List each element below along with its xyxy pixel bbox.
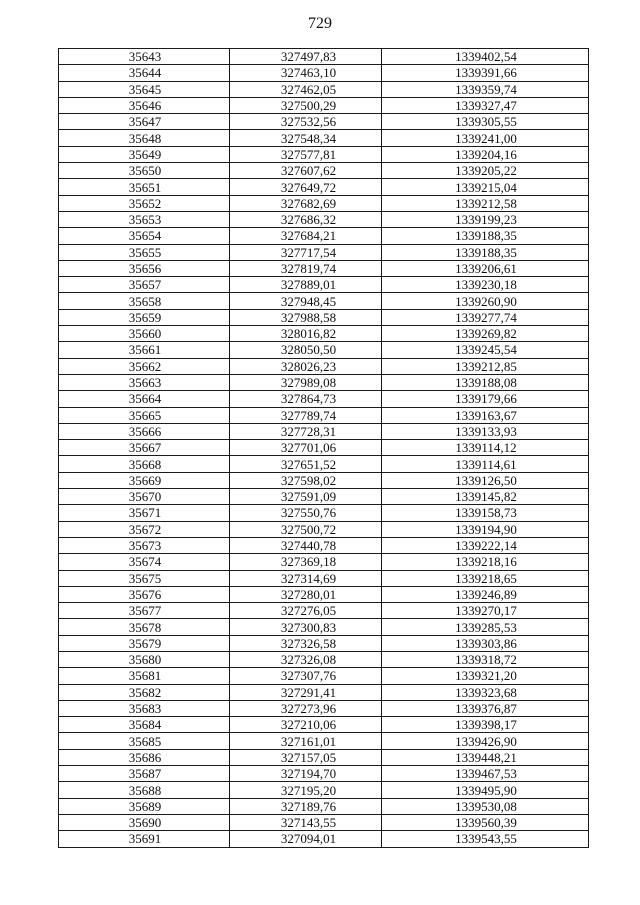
point-number-cell: 35649 [59,146,230,162]
table-row [59,326,589,342]
x-coordinate-cell: 327094,01 [230,831,382,847]
point-number-cell: 35691 [59,831,230,847]
table-row [59,81,589,97]
coordinates-table-container [58,48,588,848]
y-coordinate-cell: 1339199,23 [382,211,589,227]
y-coordinate-cell: 1339260,90 [382,293,589,309]
x-coordinate-cell: 327314,69 [230,570,382,586]
x-coordinate-cell: 327598,02 [230,472,382,488]
x-coordinate-cell: 327789,74 [230,407,382,423]
point-number-cell: 35685 [59,733,230,749]
y-coordinate-cell: 1339126,50 [382,472,589,488]
table-row [59,717,589,733]
table-row [59,391,589,407]
x-coordinate-cell: 327591,09 [230,489,382,505]
point-number-cell: 35654 [59,228,230,244]
table-row [59,489,589,505]
y-coordinate-cell: 1339327,47 [382,97,589,113]
point-number-cell: 35653 [59,211,230,227]
table-row [59,505,589,521]
y-coordinate-cell: 1339448,21 [382,749,589,765]
x-coordinate-cell: 327717,54 [230,244,382,260]
table-row [59,211,589,227]
table-row [59,521,589,537]
point-number-cell: 35678 [59,619,230,635]
x-coordinate-cell: 327440,78 [230,537,382,553]
x-coordinate-cell: 327326,58 [230,635,382,651]
y-coordinate-cell: 1339467,53 [382,766,589,782]
x-coordinate-cell: 327684,21 [230,228,382,244]
y-coordinate-cell: 1339114,12 [382,440,589,456]
table-row [59,293,589,309]
table-row [59,537,589,553]
table-row [59,195,589,211]
x-coordinate-cell: 327280,01 [230,586,382,602]
point-number-cell: 35689 [59,798,230,814]
x-coordinate-cell: 327701,06 [230,440,382,456]
y-coordinate-cell: 1339285,53 [382,619,589,635]
table-row [59,814,589,830]
point-number-cell: 35660 [59,326,230,342]
table-row [59,456,589,472]
table-row [59,358,589,374]
x-coordinate-cell: 327194,70 [230,766,382,782]
x-coordinate-cell: 327143,55 [230,814,382,830]
y-coordinate-cell: 1339530,08 [382,798,589,814]
table-row [59,114,589,130]
point-number-cell: 35655 [59,244,230,260]
x-coordinate-cell: 327577,81 [230,146,382,162]
table-row [59,228,589,244]
y-coordinate-cell: 1339133,93 [382,423,589,439]
table-row [59,179,589,195]
point-number-cell: 35674 [59,554,230,570]
x-coordinate-cell: 327500,29 [230,97,382,113]
point-number-cell: 35671 [59,505,230,521]
table-row [59,244,589,260]
y-coordinate-cell: 1339543,55 [382,831,589,847]
x-coordinate-cell: 327210,06 [230,717,382,733]
page-number: 729 [308,15,332,32]
x-coordinate-cell: 327948,45 [230,293,382,309]
point-number-cell: 35656 [59,260,230,276]
table-row [59,423,589,439]
table-row [59,342,589,358]
table-row [59,554,589,570]
x-coordinate-cell: 327550,76 [230,505,382,521]
point-number-cell: 35661 [59,342,230,358]
y-coordinate-cell: 1339376,87 [382,700,589,716]
y-coordinate-cell: 1339194,90 [382,521,589,537]
point-number-cell: 35677 [59,603,230,619]
table-row [59,309,589,325]
y-coordinate-cell: 1339560,39 [382,814,589,830]
y-coordinate-cell: 1339218,65 [382,570,589,586]
y-coordinate-cell: 1339246,89 [382,586,589,602]
table-row [59,163,589,179]
point-number-cell: 35666 [59,423,230,439]
y-coordinate-cell: 1339359,74 [382,81,589,97]
x-coordinate-cell: 327157,05 [230,749,382,765]
y-coordinate-cell: 1339303,86 [382,635,589,651]
x-coordinate-cell: 327326,08 [230,651,382,667]
y-coordinate-cell: 1339163,67 [382,407,589,423]
x-coordinate-cell: 327189,76 [230,798,382,814]
point-number-cell: 35663 [59,374,230,390]
point-number-cell: 35679 [59,635,230,651]
x-coordinate-cell: 327195,20 [230,782,382,798]
coordinates-table [58,48,589,848]
table-row [59,831,589,847]
y-coordinate-cell: 1339277,74 [382,309,589,325]
point-number-cell: 35683 [59,700,230,716]
point-number-cell: 35673 [59,537,230,553]
x-coordinate-cell: 327988,58 [230,309,382,325]
x-coordinate-cell: 327463,10 [230,65,382,81]
table-row [59,586,589,602]
y-coordinate-cell: 1339241,00 [382,130,589,146]
x-coordinate-cell: 327307,76 [230,668,382,684]
table-row [59,635,589,651]
x-coordinate-cell: 327532,56 [230,114,382,130]
point-number-cell: 35688 [59,782,230,798]
y-coordinate-cell: 1339206,61 [382,260,589,276]
y-coordinate-cell: 1339188,35 [382,228,589,244]
point-number-cell: 35646 [59,97,230,113]
x-coordinate-cell: 327686,32 [230,211,382,227]
table-row [59,130,589,146]
x-coordinate-cell: 327497,83 [230,49,382,65]
table-row [59,603,589,619]
y-coordinate-cell: 1339398,17 [382,717,589,733]
point-number-cell: 35648 [59,130,230,146]
y-coordinate-cell: 1339218,16 [382,554,589,570]
table-row [59,684,589,700]
x-coordinate-cell: 327548,34 [230,130,382,146]
table-row [59,260,589,276]
y-coordinate-cell: 1339158,73 [382,505,589,521]
x-coordinate-cell: 327500,72 [230,521,382,537]
point-number-cell: 35651 [59,179,230,195]
y-coordinate-cell: 1339318,72 [382,651,589,667]
point-number-cell: 35684 [59,717,230,733]
coordinates-table-body [59,49,589,848]
point-number-cell: 35672 [59,521,230,537]
table-row [59,277,589,293]
x-coordinate-cell: 327291,41 [230,684,382,700]
table-row [59,49,589,65]
x-coordinate-cell: 327989,08 [230,374,382,390]
y-coordinate-cell: 1339230,18 [382,277,589,293]
point-number-cell: 35670 [59,489,230,505]
point-number-cell: 35645 [59,81,230,97]
x-coordinate-cell: 327607,62 [230,163,382,179]
point-number-cell: 35690 [59,814,230,830]
y-coordinate-cell: 1339323,68 [382,684,589,700]
point-number-cell: 35643 [59,49,230,65]
y-coordinate-cell: 1339402,54 [382,49,589,65]
point-number-cell: 35658 [59,293,230,309]
table-row [59,570,589,586]
point-number-cell: 35686 [59,749,230,765]
table-row [59,700,589,716]
y-coordinate-cell: 1339495,90 [382,782,589,798]
table-row [59,733,589,749]
x-coordinate-cell: 327889,01 [230,277,382,293]
y-coordinate-cell: 1339205,22 [382,163,589,179]
x-coordinate-cell: 327728,31 [230,423,382,439]
y-coordinate-cell: 1339188,35 [382,244,589,260]
point-number-cell: 35676 [59,586,230,602]
y-coordinate-cell: 1339145,82 [382,489,589,505]
y-coordinate-cell: 1339114,61 [382,456,589,472]
table-row [59,766,589,782]
y-coordinate-cell: 1339204,16 [382,146,589,162]
x-coordinate-cell: 327651,52 [230,456,382,472]
y-coordinate-cell: 1339212,85 [382,358,589,374]
point-number-cell: 35657 [59,277,230,293]
table-row [59,407,589,423]
point-number-cell: 35644 [59,65,230,81]
x-coordinate-cell: 327369,18 [230,554,382,570]
point-number-cell: 35662 [59,358,230,374]
x-coordinate-cell: 327682,69 [230,195,382,211]
point-number-cell: 35669 [59,472,230,488]
x-coordinate-cell: 328016,82 [230,326,382,342]
point-number-cell: 35652 [59,195,230,211]
y-coordinate-cell: 1339391,66 [382,65,589,81]
table-row [59,749,589,765]
point-number-cell: 35667 [59,440,230,456]
point-number-cell: 35680 [59,651,230,667]
x-coordinate-cell: 328026,23 [230,358,382,374]
point-number-cell: 35668 [59,456,230,472]
x-coordinate-cell: 327300,83 [230,619,382,635]
y-coordinate-cell: 1339269,82 [382,326,589,342]
table-row [59,798,589,814]
point-number-cell: 35682 [59,684,230,700]
table-row [59,472,589,488]
table-row [59,374,589,390]
point-number-cell: 35675 [59,570,230,586]
x-coordinate-cell: 327819,74 [230,260,382,276]
point-number-cell: 35659 [59,309,230,325]
x-coordinate-cell: 328050,50 [230,342,382,358]
point-number-cell: 35665 [59,407,230,423]
y-coordinate-cell: 1339245,54 [382,342,589,358]
x-coordinate-cell: 327649,72 [230,179,382,195]
x-coordinate-cell: 327864,73 [230,391,382,407]
point-number-cell: 35647 [59,114,230,130]
y-coordinate-cell: 1339305,55 [382,114,589,130]
x-coordinate-cell: 327161,01 [230,733,382,749]
y-coordinate-cell: 1339212,58 [382,195,589,211]
table-row [59,619,589,635]
table-row [59,782,589,798]
y-coordinate-cell: 1339321,20 [382,668,589,684]
y-coordinate-cell: 1339188,08 [382,374,589,390]
y-coordinate-cell: 1339179,66 [382,391,589,407]
y-coordinate-cell: 1339426,90 [382,733,589,749]
x-coordinate-cell: 327462,05 [230,81,382,97]
table-row [59,97,589,113]
table-row [59,146,589,162]
table-row [59,440,589,456]
y-coordinate-cell: 1339222,14 [382,537,589,553]
x-coordinate-cell: 327276,05 [230,603,382,619]
table-row [59,65,589,81]
x-coordinate-cell: 327273,96 [230,700,382,716]
point-number-cell: 35664 [59,391,230,407]
table-row [59,668,589,684]
table-row [59,651,589,667]
point-number-cell: 35681 [59,668,230,684]
point-number-cell: 35687 [59,766,230,782]
point-number-cell: 35650 [59,163,230,179]
y-coordinate-cell: 1339270,17 [382,603,589,619]
y-coordinate-cell: 1339215,04 [382,179,589,195]
